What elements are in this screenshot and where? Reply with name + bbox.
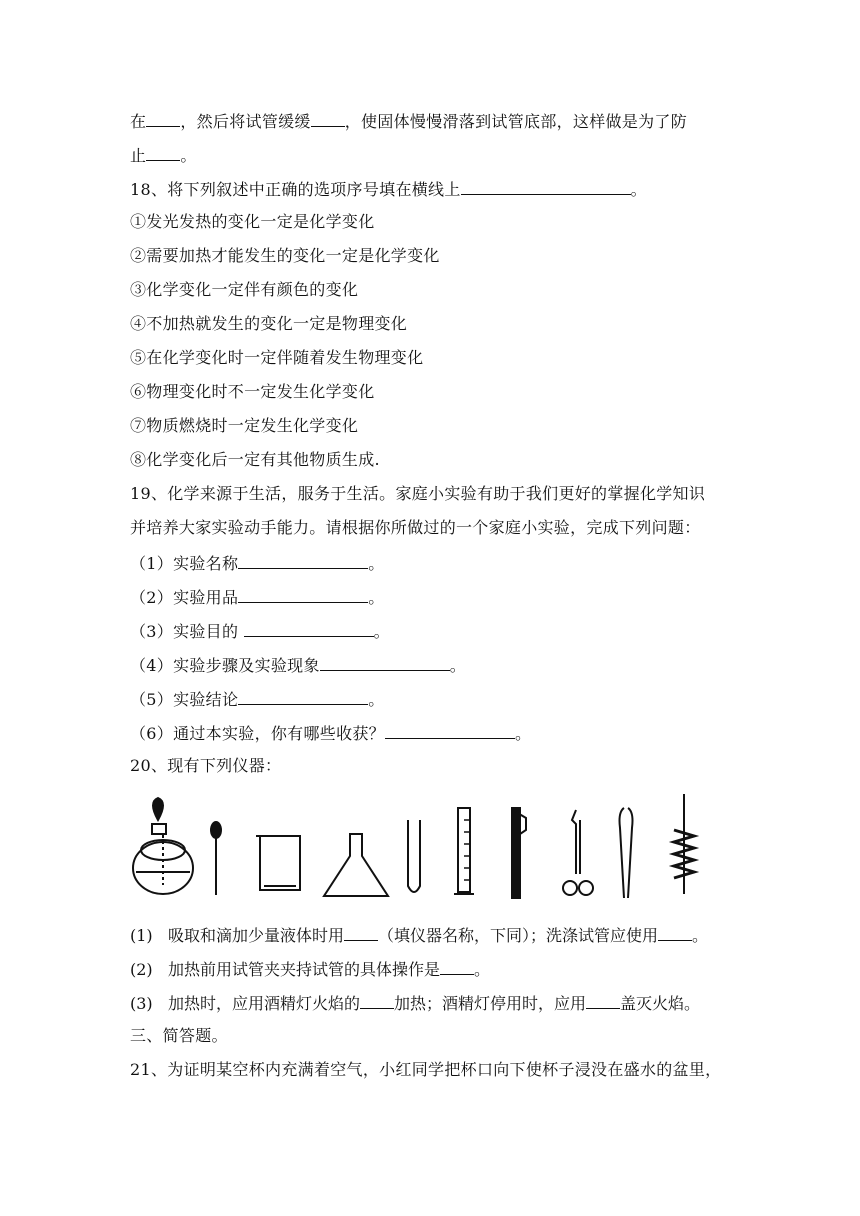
text-segment: 。 [373,622,390,641]
q19-question-line1: 19、化学来源于生活，服务于生活。家庭小实验有助于我们更好的掌握化学知识 [130,484,706,503]
answer-blank[interactable] [238,688,368,705]
item-label: （5）实验结论 [130,690,239,709]
q18-option: ③化学变化一定伴有颜色的变化 [130,280,359,299]
q18-option: ⑦物质燃烧时一定发生化学变化 [130,416,359,435]
item-number: (1) [130,926,153,945]
q21-question: 21、为证明某空杯内充满着空气，小红同学把杯口向下使杯子浸没在盛水的盆里， [130,1060,722,1079]
item-label: （6）通过本实验，你有哪些收获？ [130,724,385,743]
text-segment: 。 [514,724,532,743]
q18-question [130,178,647,200]
text-segment: 。 [180,146,197,165]
answer-blank[interactable] [244,620,374,637]
answer-blank[interactable] [385,722,515,739]
answer-blank[interactable] [146,110,180,127]
q20-item [130,992,700,1014]
crucible-tongs-icon [563,810,593,895]
text-segment: 。 [630,180,647,199]
q19-item [130,620,390,642]
q19-item [130,654,466,676]
answer-blank[interactable] [461,178,631,195]
text-segment: 。 [368,554,385,573]
answer-blank[interactable] [586,992,620,1009]
text-segment: 加热前用试管夹夹持试管的具体操作是 [168,960,441,979]
answer-blank[interactable] [320,654,450,671]
answer-blank[interactable] [311,110,345,127]
answer-blank[interactable] [146,144,180,161]
q20-item [130,924,708,946]
item-label: （2）实验用品 [130,588,239,607]
text-segment: 。 [692,926,709,945]
text-segment: 。 [368,588,385,607]
text-segment: 加热时，应用酒精灯火焰的 [168,994,361,1013]
text-segment: 。 [474,960,491,979]
tweezers-icon [620,808,633,898]
answer-blank[interactable] [238,586,368,603]
text-segment: 。 [368,690,385,709]
text-segment: 止 [130,146,147,165]
q19-item [130,722,531,744]
q18-option: ⑥物理变化时不一定发生化学变化 [130,382,375,401]
beaker-icon [256,836,300,890]
q18-option: ⑤在化学变化时一定伴随着发生物理变化 [130,348,424,367]
answer-blank[interactable] [658,924,692,941]
q17-continuation-line [130,110,687,132]
question-text: 18、将下列叙述中正确的选项序号填在横线上 [130,180,461,199]
answer-blank[interactable] [238,552,368,569]
q18-option: ④不加热就发生的变化一定是物理变化 [130,314,408,333]
text-segment: 吸取和滴加少量液体时用 [168,926,345,945]
conical-flask-icon [324,834,388,896]
item-number: (3) [130,994,153,1013]
q18-option: ①发光发热的变化一定是化学变化 [130,212,375,231]
text-segment: （填仪器名称，下同）；洗涤试管应使用 [378,926,659,945]
item-label: （3）实验目的 [130,622,244,641]
item-label: （4）实验步骤及实验现象 [130,656,320,675]
q18-option: ⑧化学变化后一定有其他物质生成. [130,450,380,469]
text-segment: 盖灭火焰。 [620,994,701,1013]
dropper-icon [211,822,221,895]
text-segment: 加热；酒精灯停用时，应用 [394,994,587,1013]
graduated-cylinder-icon [454,808,474,894]
answer-blank[interactable] [344,924,378,941]
q19-item [130,586,385,608]
item-label: （1）实验名称 [130,554,239,573]
test-tube-holder-icon [512,808,526,898]
answer-blank[interactable] [440,958,474,975]
q17-end-line [130,144,197,166]
section-heading: 三、简答题。 [130,1026,228,1045]
q19-item [130,688,385,710]
item-number: (2) [130,960,153,979]
text-segment: 。 [449,656,467,675]
lab-instruments-figure [128,790,708,900]
q19-question-line2: 并培养大家实验动手能力。请根据你所做过的一个家庭小实验，完成下列问题： [130,518,701,537]
test-tube-icon [408,820,420,892]
q20-question: 20、现有下列仪器： [130,756,282,775]
answer-blank[interactable] [360,992,394,1009]
alcohol-lamp-icon [133,798,193,894]
text-segment: ，然后将试管缓缓 [180,112,311,131]
q18-option: ②需要加热才能发生的变化一定是化学变化 [130,246,440,265]
test-tube-brush-icon [674,794,694,894]
q19-item [130,552,385,574]
text-segment: ，使固体慢慢滑落到试管底部，这样做是为了防 [344,112,688,131]
q20-item [130,958,490,980]
text-segment: 在 [130,112,147,131]
